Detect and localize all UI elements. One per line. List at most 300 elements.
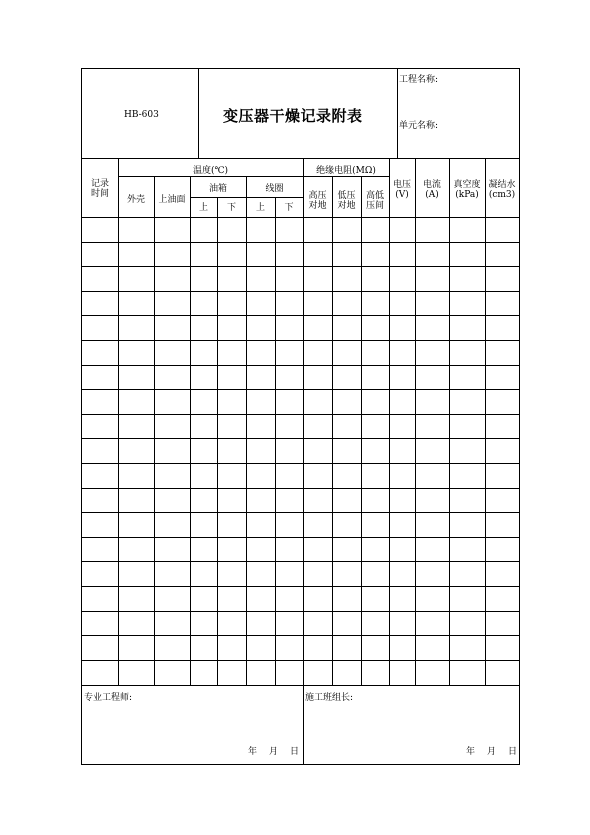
table-cell[interactable] (118, 635, 154, 660)
table-cell[interactable] (415, 266, 449, 291)
table-cell[interactable] (246, 660, 275, 685)
table-cell[interactable] (415, 635, 449, 660)
table-cell[interactable] (361, 389, 389, 414)
table-cell[interactable] (485, 266, 519, 291)
table-cell[interactable] (361, 242, 389, 267)
table-cell[interactable] (415, 537, 449, 562)
table-cell[interactable] (190, 365, 217, 390)
table-cell[interactable] (332, 365, 361, 390)
table-cell[interactable] (118, 389, 154, 414)
table-cell[interactable] (82, 365, 118, 390)
table-cell[interactable] (389, 266, 415, 291)
table-cell[interactable] (118, 463, 154, 488)
table-cell[interactable] (82, 537, 118, 562)
table-cell[interactable] (246, 242, 275, 267)
table-cell[interactable] (361, 488, 389, 513)
table-cell[interactable] (485, 512, 519, 537)
table-cell[interactable] (82, 414, 118, 439)
table-cell[interactable] (361, 635, 389, 660)
table-cell[interactable] (217, 389, 246, 414)
table-cell[interactable] (389, 635, 415, 660)
table-cell[interactable] (154, 660, 190, 685)
table-cell[interactable] (190, 635, 217, 660)
table-cell[interactable] (82, 438, 118, 463)
table-cell[interactable] (303, 463, 332, 488)
coil-upper-header: 上 (255, 203, 265, 213)
table-cell[interactable] (361, 586, 389, 611)
table-cell[interactable] (332, 488, 361, 513)
table-cell[interactable] (449, 315, 485, 340)
header-bottom-line (82, 158, 519, 159)
table-cell[interactable] (190, 266, 217, 291)
table-cell[interactable] (154, 266, 190, 291)
table-cell[interactable] (190, 414, 217, 439)
table-cell[interactable] (275, 217, 303, 242)
table-cell[interactable] (415, 660, 449, 685)
oil-tank-lower-header: 下 (226, 203, 236, 213)
condensate-header: 凝结水 (cm3) (488, 180, 516, 200)
table-cell[interactable] (485, 586, 519, 611)
table-cell[interactable] (275, 315, 303, 340)
hv-ground-header: 高压 对地 (308, 191, 327, 211)
table-cell[interactable] (449, 512, 485, 537)
table-cell[interactable] (246, 291, 275, 316)
table-cell[interactable] (190, 291, 217, 316)
table-cell[interactable] (485, 365, 519, 390)
table-cell[interactable] (361, 660, 389, 685)
table-cell[interactable] (82, 242, 118, 267)
table-cell[interactable] (217, 217, 246, 242)
table-cell[interactable] (154, 438, 190, 463)
engineer-signature-field[interactable] (84, 709, 299, 749)
table-cell[interactable] (415, 488, 449, 513)
table-cell[interactable] (154, 315, 190, 340)
table-cell[interactable] (415, 586, 449, 611)
table-cell[interactable] (332, 266, 361, 291)
table-cell[interactable] (361, 537, 389, 562)
project-name-label: 工程名称: (399, 75, 439, 85)
table-cell[interactable] (82, 635, 118, 660)
team-leader-date-year: 年 (466, 747, 476, 757)
shell-temp-header: 外壳 (126, 195, 145, 205)
table-cell[interactable] (190, 315, 217, 340)
table-cell[interactable] (389, 291, 415, 316)
table-cell[interactable] (303, 414, 332, 439)
table-cell[interactable] (275, 365, 303, 390)
table-cell[interactable] (118, 266, 154, 291)
table-cell[interactable] (154, 537, 190, 562)
table-cell[interactable] (275, 414, 303, 439)
table-cell[interactable] (303, 611, 332, 636)
table-cell[interactable] (449, 586, 485, 611)
table-cell[interactable] (154, 414, 190, 439)
table-cell[interactable] (275, 438, 303, 463)
table-cell[interactable] (246, 561, 275, 586)
table-cell[interactable] (190, 561, 217, 586)
table-cell[interactable] (190, 463, 217, 488)
engineer-date-year: 年 (248, 747, 258, 757)
table-cell[interactable] (303, 561, 332, 586)
table-cell[interactable] (217, 365, 246, 390)
table-cell[interactable] (332, 217, 361, 242)
table-cell[interactable] (82, 611, 118, 636)
table-cell[interactable] (275, 389, 303, 414)
table-cell[interactable] (449, 611, 485, 636)
table-cell[interactable] (303, 512, 332, 537)
table-cell[interactable] (449, 340, 485, 365)
unit-name-field[interactable] (442, 119, 514, 133)
table-cell[interactable] (118, 561, 154, 586)
lv-ground-header: 低压 对地 (337, 191, 356, 211)
table-cell[interactable] (82, 291, 118, 316)
table-cell[interactable] (246, 463, 275, 488)
footer-divider (303, 685, 304, 764)
table-cell[interactable] (217, 561, 246, 586)
table-cell[interactable] (275, 635, 303, 660)
table-cell[interactable] (303, 660, 332, 685)
table-cell[interactable] (389, 414, 415, 439)
table-cell[interactable] (190, 586, 217, 611)
table-cell[interactable] (118, 414, 154, 439)
table-cell[interactable] (415, 438, 449, 463)
table-cell[interactable] (246, 340, 275, 365)
table-cell[interactable] (154, 365, 190, 390)
table-cell[interactable] (303, 586, 332, 611)
table-cell[interactable] (332, 561, 361, 586)
table-cell[interactable] (389, 537, 415, 562)
table-cell[interactable] (118, 365, 154, 390)
engineer-date-month: 月 (269, 747, 279, 757)
table-cell[interactable] (275, 266, 303, 291)
table-cell[interactable] (485, 488, 519, 513)
team-leader-date-day: 日 (508, 747, 518, 757)
table-cell[interactable] (246, 414, 275, 439)
table-cell[interactable] (275, 242, 303, 267)
table-cell[interactable] (361, 463, 389, 488)
table-cell[interactable] (190, 242, 217, 267)
table-cell[interactable] (217, 660, 246, 685)
table-cell[interactable] (485, 389, 519, 414)
table-cell[interactable] (118, 438, 154, 463)
table-cell[interactable] (246, 266, 275, 291)
table-cell[interactable] (246, 488, 275, 513)
table-cell[interactable] (154, 512, 190, 537)
table-cell[interactable] (485, 242, 519, 267)
table-cell[interactable] (361, 611, 389, 636)
table-cell[interactable] (217, 463, 246, 488)
table-cell[interactable] (118, 217, 154, 242)
table-cell[interactable] (246, 438, 275, 463)
coil-lower-header: 下 (284, 203, 294, 213)
table-cell[interactable] (246, 365, 275, 390)
table-cell[interactable] (415, 340, 449, 365)
project-name-field[interactable] (442, 73, 514, 87)
table-cell[interactable] (389, 512, 415, 537)
table-cell[interactable] (82, 340, 118, 365)
table-cell[interactable] (190, 438, 217, 463)
unit-name-label: 单元名称: (399, 121, 439, 131)
table-cell[interactable] (275, 537, 303, 562)
table-cell[interactable] (82, 315, 118, 340)
table-cell[interactable] (361, 414, 389, 439)
table-cell[interactable] (217, 488, 246, 513)
table-cell[interactable] (217, 266, 246, 291)
table-cell[interactable] (303, 488, 332, 513)
table-cell[interactable] (303, 365, 332, 390)
table-cell[interactable] (389, 217, 415, 242)
table-cell[interactable] (154, 340, 190, 365)
table-cell[interactable] (303, 537, 332, 562)
page-title: 变压器干燥记录附表 (223, 107, 363, 125)
table-cell[interactable] (275, 488, 303, 513)
team-leader-signature-field[interactable] (305, 709, 517, 749)
table-cell[interactable] (415, 414, 449, 439)
table-cell[interactable] (82, 561, 118, 586)
temperature-group-header: 温度(℃) (192, 166, 229, 176)
table-cell[interactable] (389, 438, 415, 463)
table-cell[interactable] (82, 660, 118, 685)
table-cell[interactable] (332, 512, 361, 537)
table-cell[interactable] (485, 561, 519, 586)
table-cell[interactable] (275, 561, 303, 586)
table-cell[interactable] (154, 242, 190, 267)
table-cell[interactable] (332, 537, 361, 562)
team-leader-label: 施工班组长: (305, 693, 354, 703)
top-oil-temp-header: 上油面 (158, 195, 186, 205)
table-cell[interactable] (118, 586, 154, 611)
table-cell[interactable] (303, 242, 332, 267)
table-cell[interactable] (275, 463, 303, 488)
table-cell[interactable] (449, 463, 485, 488)
table-cell[interactable] (361, 217, 389, 242)
table-cell[interactable] (217, 635, 246, 660)
table-cell[interactable] (449, 488, 485, 513)
table-cell[interactable] (332, 463, 361, 488)
table-cell[interactable] (361, 561, 389, 586)
table-cell[interactable] (415, 561, 449, 586)
table-cell[interactable] (485, 315, 519, 340)
table-cell[interactable] (82, 586, 118, 611)
table-cell[interactable] (190, 512, 217, 537)
footer-top-line (82, 685, 519, 686)
table-cell[interactable] (332, 438, 361, 463)
table-cell[interactable] (389, 365, 415, 390)
table-cell[interactable] (415, 389, 449, 414)
form-code: HB-603 (124, 110, 159, 120)
table-cell[interactable] (449, 242, 485, 267)
table-cell[interactable] (118, 291, 154, 316)
table-cell[interactable] (449, 389, 485, 414)
table-cell[interactable] (485, 438, 519, 463)
table-cell[interactable] (332, 340, 361, 365)
table-cell[interactable] (118, 611, 154, 636)
table-cell[interactable] (154, 611, 190, 636)
table-cell[interactable] (118, 340, 154, 365)
table-cell[interactable] (217, 537, 246, 562)
table-cell[interactable] (485, 340, 519, 365)
vacuum-header: 真空度 (kPa) (453, 180, 481, 200)
table-cell[interactable] (82, 217, 118, 242)
table-cell[interactable] (246, 315, 275, 340)
table-cell[interactable] (154, 389, 190, 414)
table-cell[interactable] (190, 389, 217, 414)
table-cell[interactable] (389, 561, 415, 586)
table-cell[interactable] (275, 611, 303, 636)
table-cell[interactable] (190, 660, 217, 685)
table-cell[interactable] (190, 340, 217, 365)
table-cell[interactable] (332, 611, 361, 636)
table-cell[interactable] (82, 488, 118, 513)
table-cell[interactable] (485, 463, 519, 488)
table-cell[interactable] (217, 414, 246, 439)
table-cell[interactable] (449, 217, 485, 242)
oil-tank-header: 油箱 (208, 184, 227, 194)
table-cell[interactable] (118, 315, 154, 340)
table-cell[interactable] (246, 611, 275, 636)
table-cell[interactable] (118, 488, 154, 513)
table-cell[interactable] (246, 586, 275, 611)
table-cell[interactable] (246, 389, 275, 414)
table-cell[interactable] (82, 512, 118, 537)
table-cell[interactable] (154, 463, 190, 488)
table-cell[interactable] (246, 635, 275, 660)
table-cell[interactable] (246, 537, 275, 562)
table-cell[interactable] (485, 414, 519, 439)
table-cell[interactable] (389, 389, 415, 414)
table-cell[interactable] (217, 340, 246, 365)
table-cell[interactable] (303, 315, 332, 340)
table-cell[interactable] (217, 611, 246, 636)
table-cell[interactable] (217, 315, 246, 340)
table-cell[interactable] (389, 586, 415, 611)
table-cell[interactable] (415, 217, 449, 242)
table-cell[interactable] (246, 217, 275, 242)
table-cell[interactable] (118, 537, 154, 562)
table-cell[interactable] (332, 291, 361, 316)
table-cell[interactable] (303, 635, 332, 660)
table-cell[interactable] (217, 512, 246, 537)
table-cell[interactable] (415, 315, 449, 340)
table-cell[interactable] (82, 266, 118, 291)
table-cell[interactable] (154, 217, 190, 242)
table-cell[interactable] (246, 512, 275, 537)
table-cell[interactable] (118, 242, 154, 267)
table-cell[interactable] (217, 586, 246, 611)
table-cell[interactable] (82, 389, 118, 414)
table-cell[interactable] (332, 635, 361, 660)
table-cell[interactable] (361, 315, 389, 340)
table-cell[interactable] (275, 291, 303, 316)
table-cell[interactable] (361, 291, 389, 316)
table-cell[interactable] (82, 463, 118, 488)
table-cell[interactable] (389, 488, 415, 513)
table-cell[interactable] (449, 660, 485, 685)
table-cell[interactable] (389, 611, 415, 636)
table-cell[interactable] (303, 291, 332, 316)
table-cell[interactable] (415, 512, 449, 537)
table-cell[interactable] (217, 291, 246, 316)
table-cell[interactable] (361, 512, 389, 537)
table-cell[interactable] (332, 315, 361, 340)
record-time-header: 记录 时间 (90, 179, 109, 199)
table-cell[interactable] (485, 291, 519, 316)
table-cell[interactable] (190, 537, 217, 562)
table-cell[interactable] (332, 586, 361, 611)
table-cell[interactable] (217, 438, 246, 463)
table-cell[interactable] (332, 660, 361, 685)
table-cell[interactable] (190, 488, 217, 513)
table-cell[interactable] (332, 414, 361, 439)
table-cell[interactable] (275, 512, 303, 537)
table-cell[interactable] (361, 365, 389, 390)
table-cell[interactable] (361, 438, 389, 463)
table-cell[interactable] (389, 242, 415, 267)
table-cell[interactable] (154, 488, 190, 513)
table-cell[interactable] (154, 291, 190, 316)
table-cell[interactable] (361, 340, 389, 365)
table-cell[interactable] (449, 438, 485, 463)
table-cell[interactable] (303, 438, 332, 463)
hv-lv-header: 高低 压间 (365, 191, 384, 211)
table-cell[interactable] (449, 266, 485, 291)
table-cell[interactable] (361, 266, 389, 291)
table-cell[interactable] (332, 242, 361, 267)
table-cell[interactable] (485, 611, 519, 636)
table-cell[interactable] (154, 635, 190, 660)
table-cell[interactable] (389, 315, 415, 340)
table-cell[interactable] (389, 463, 415, 488)
table-cell[interactable] (118, 512, 154, 537)
current-header: 电流 (A) (422, 180, 441, 200)
table-cell[interactable] (154, 586, 190, 611)
table-cell[interactable] (449, 365, 485, 390)
table-cell[interactable] (415, 611, 449, 636)
table-cell[interactable] (303, 266, 332, 291)
table-cell[interactable] (303, 217, 332, 242)
table-cell[interactable] (485, 660, 519, 685)
table-cell[interactable] (275, 660, 303, 685)
voltage-header: 电压 (V) (392, 180, 411, 200)
table-cell[interactable] (449, 537, 485, 562)
table-cell[interactable] (449, 561, 485, 586)
table-cell[interactable] (485, 537, 519, 562)
table-cell[interactable] (217, 242, 246, 267)
engineer-label: 专业工程师: (84, 693, 133, 703)
table-cell[interactable] (303, 389, 332, 414)
table-cell[interactable] (154, 561, 190, 586)
table-cell[interactable] (415, 365, 449, 390)
table-cell[interactable] (190, 611, 217, 636)
table-cell[interactable] (389, 340, 415, 365)
header-divider (198, 69, 199, 158)
table-cell[interactable] (485, 635, 519, 660)
table-cell[interactable] (332, 389, 361, 414)
table-cell[interactable] (275, 586, 303, 611)
table-cell[interactable] (449, 635, 485, 660)
team-leader-date-month: 月 (487, 747, 497, 757)
table-cell[interactable] (449, 291, 485, 316)
table-cell[interactable] (415, 291, 449, 316)
table-cell[interactable] (389, 660, 415, 685)
table-cell[interactable] (190, 217, 217, 242)
table-cell[interactable] (118, 660, 154, 685)
table-cell[interactable] (415, 463, 449, 488)
table-cell[interactable] (449, 414, 485, 439)
table-cell[interactable] (415, 242, 449, 267)
table-cell[interactable] (303, 340, 332, 365)
table-cell[interactable] (485, 217, 519, 242)
table-cell[interactable] (275, 340, 303, 365)
